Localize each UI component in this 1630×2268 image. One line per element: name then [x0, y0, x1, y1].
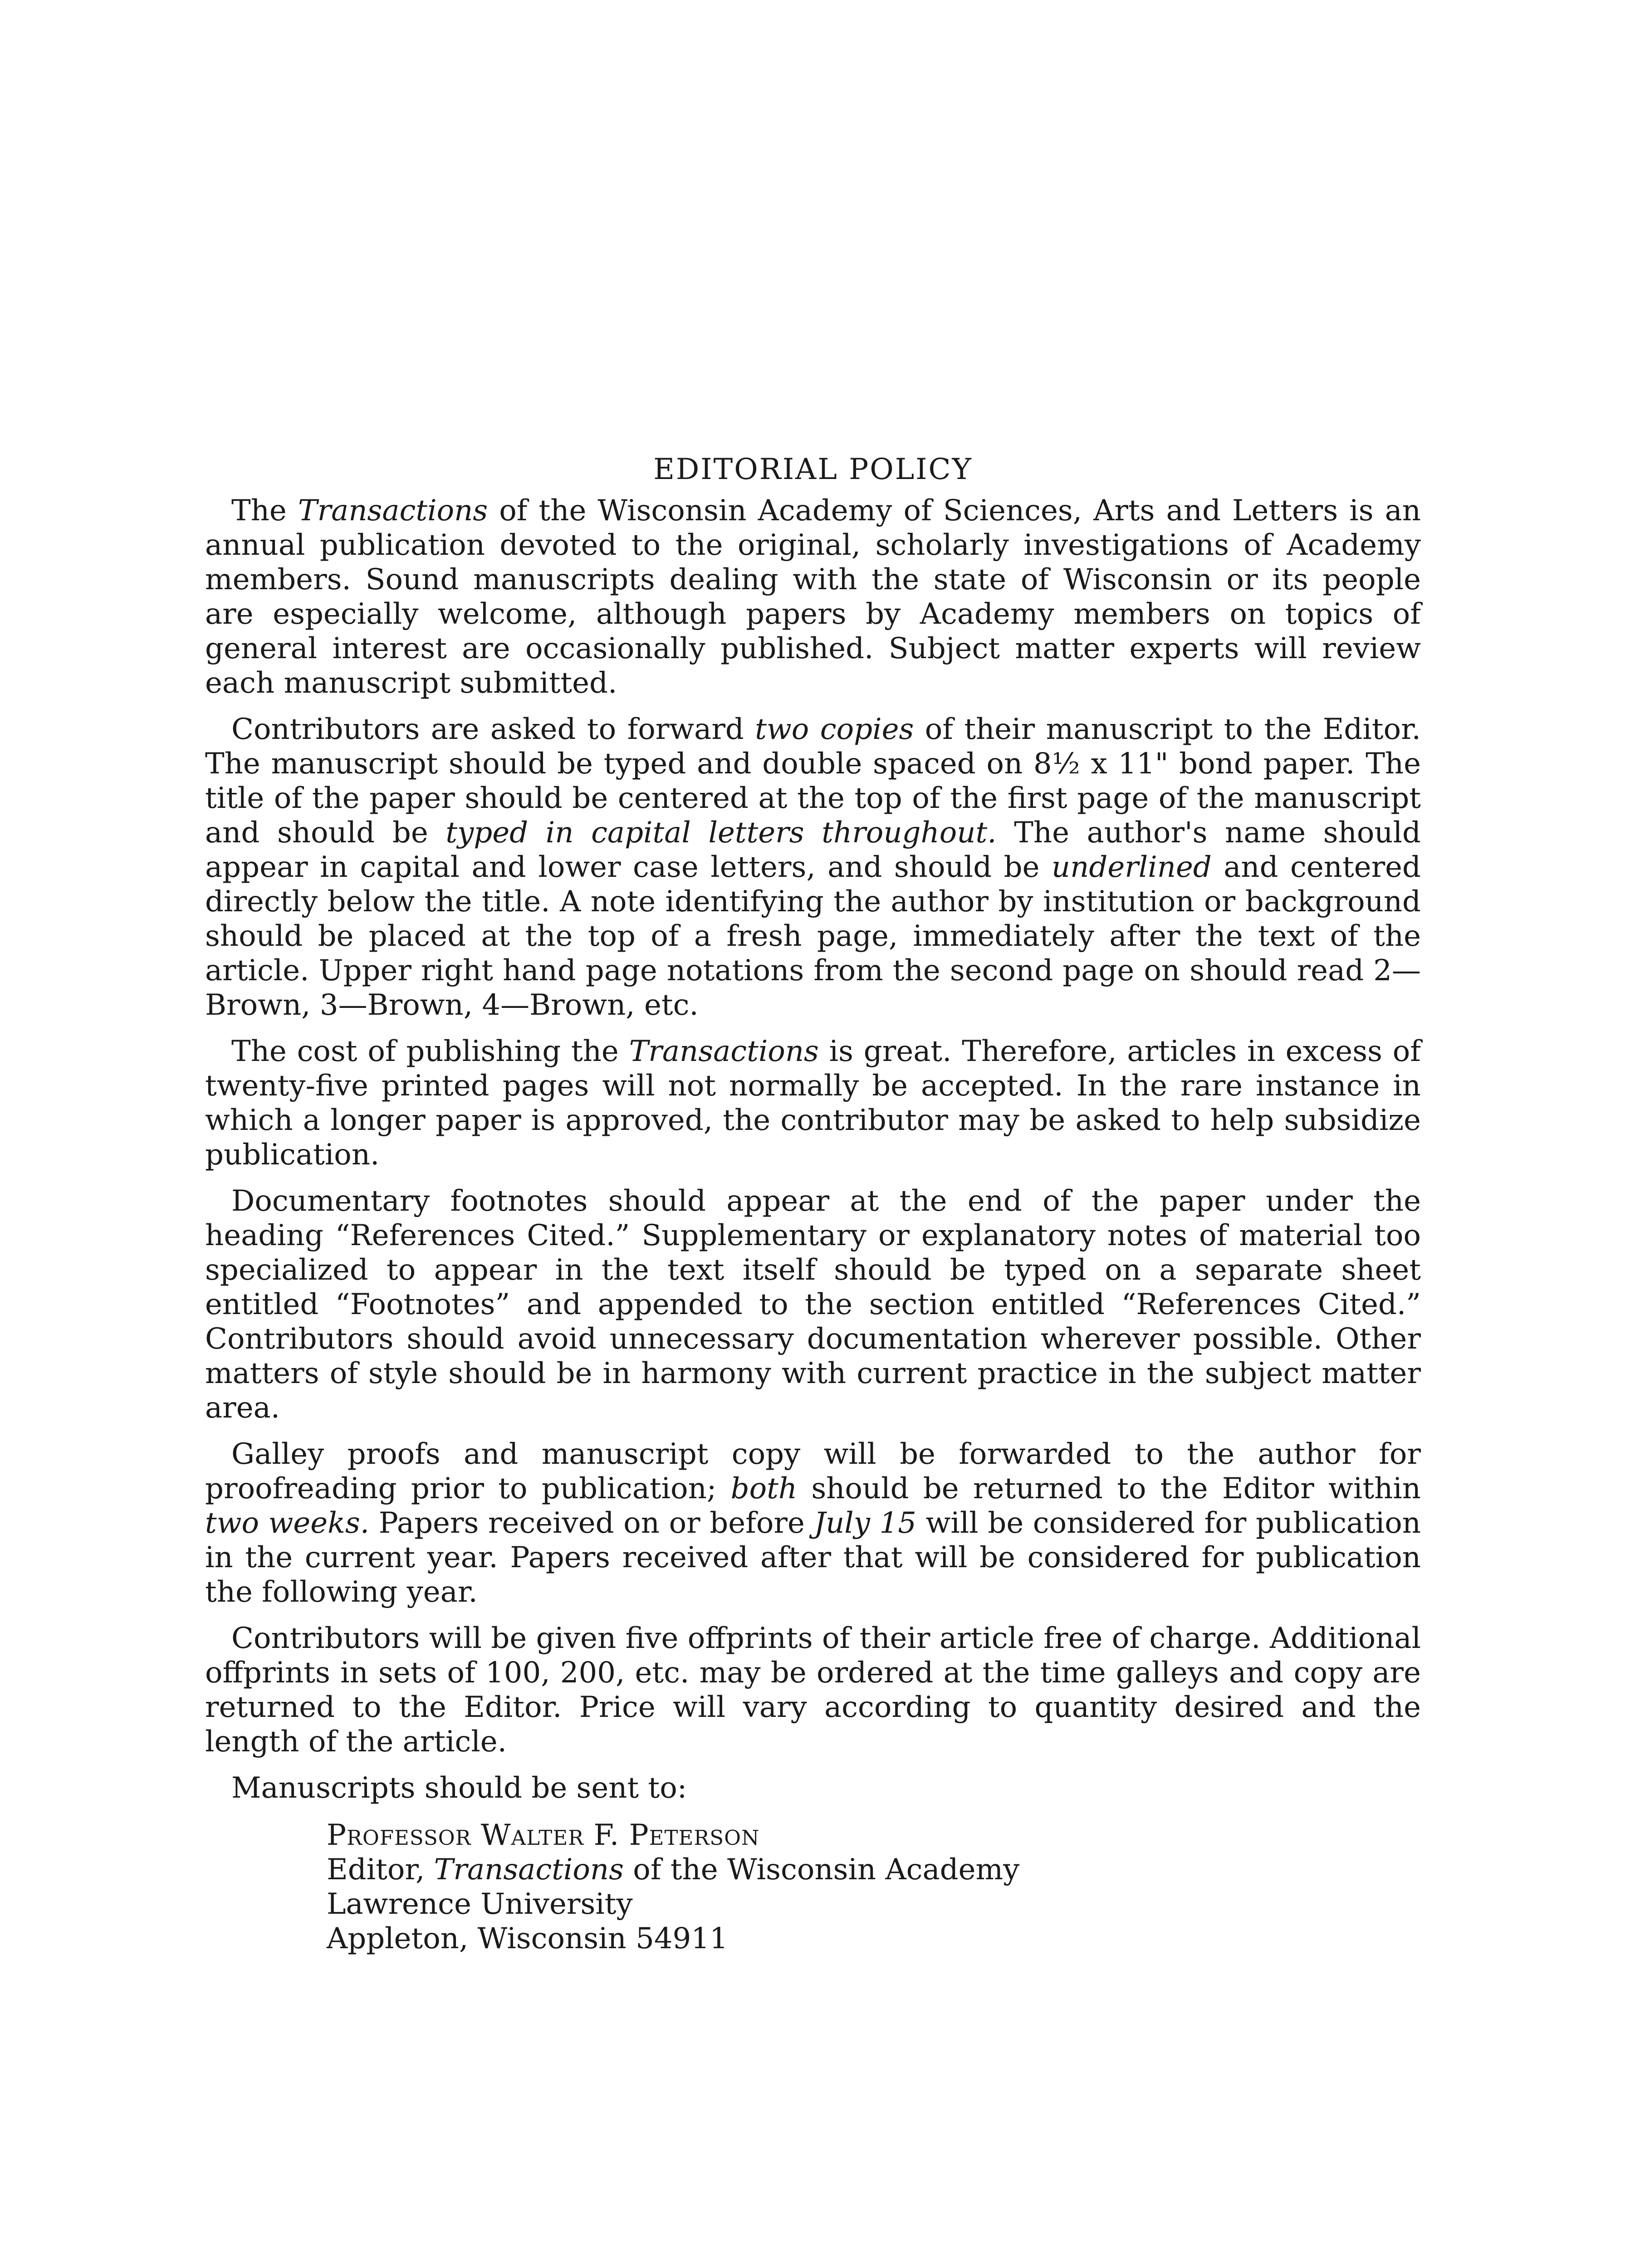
paragraph-1 [205, 494, 1421, 700]
p1-italic-transactions: Transactions [298, 494, 488, 528]
p2-italic-two-copies: two copies [755, 713, 914, 746]
address-name: Professor Walter F. Peterson [327, 1818, 760, 1852]
address-line-2-c: of the Wisconsin Academy [623, 1853, 1020, 1887]
p5-text-e: Papers received on or before [369, 1506, 814, 1540]
page-title: EDITORIAL POLICY [653, 453, 973, 486]
p5-italic-both: both [730, 1472, 798, 1505]
address-line-2-a: Editor, [327, 1853, 434, 1887]
address-italic-transactions: Transactions [434, 1853, 624, 1887]
p5-text-c: should be returned to the Editor within [797, 1472, 1421, 1505]
p3-italic-transactions: Transactions [629, 1035, 819, 1068]
address-line-3: Lawrence University [327, 1887, 633, 1921]
p2-text-g: and centered directly below the title. A note identifying the author by institution or background should be placed at the top of a fresh page, immediately after the text of the article. Upper right hand page notations from the second page on should read 2—Brown, 3—Brown, 4—Brown, etc. [205, 850, 1421, 1022]
p2-text-c: of their manuscript to the Editor. The manuscript should be typed and double spaced on 8½ x 11" bond paper. The title of the paper should be centered at the top of the first page of the manuscript and should be [205, 713, 1421, 850]
mailing-address [327, 1818, 1421, 1956]
p2-text-a: Contributors are asked to forward [231, 713, 755, 746]
p3-text-c: is great. Therefore, articles in excess of twenty-five printed pages will not normally be accepted. In the rare instance in which a longer paper is approved, the contributor may be asked to help subsidize publication. [205, 1035, 1421, 1172]
p2-text-e: The author's name should appear in capital and lower case letters, and should be [205, 816, 1421, 884]
p1-text-c: of the Wisconsin Academy of Sciences, Arts and Letters is an annual publication devoted to the original, scholarly investigations of Academy members. Sound manuscripts dealing with the state of Wisconsin or its people are especially welcome, although papers by Academy members on topics of general interest are occasionally published. Subject matter experts will review each manuscript submitted. [205, 494, 1421, 700]
p5-text-a: Galley proofs and manuscript copy will be forwarded to the author for proofreading prior to publication; [205, 1437, 1421, 1505]
p3-text-a: The cost of publishing the [231, 1035, 629, 1068]
address-line-2 [327, 1853, 1421, 1887]
address-line-4: Appleton, Wisconsin 54911 [327, 1922, 728, 1955]
p2-italic-capital-letters: typed in capital letters throughout. [445, 816, 997, 850]
paragraph-3 [205, 1034, 1421, 1172]
p1-text-a: The [231, 494, 298, 528]
p2-italic-underlined: underlined [1051, 850, 1212, 884]
p5-italic-two-weeks: two weeks. [205, 1506, 370, 1540]
p5-italic-july-15: July 15 [814, 1506, 916, 1540]
paragraph-5 [205, 1437, 1421, 1609]
p5-text-g: will be considered for publication in the current year. Papers received after that will be considered for publication the following year. [205, 1506, 1421, 1609]
paragraph-7: Manuscripts should be sent to: [231, 1771, 687, 1805]
paragraph-4: Documentary footnotes should appear at the end of the paper under the heading “References Cited.” Supplementary or explanatory notes of material too specialized to appear in the text itself should be typed on a separate sheet entitled “Footnotes” and appended to the section entitled “References Cited.” Contributors should avoid unnecessary documentation wherever possible. Other matters of style should be in harmony with current practice in the subject matter area. [205, 1184, 1421, 1425]
paragraph-6: Contributors will be given five offprints of their article free of charge. Additional offprints in sets of 100, 200, etc. may be ordered at the time galleys and copy are returned to the Editor. Price will vary according to quantity desired and the length of the article. [205, 1622, 1421, 1759]
paragraph-2 [205, 712, 1421, 1022]
text-column [205, 449, 1421, 1956]
